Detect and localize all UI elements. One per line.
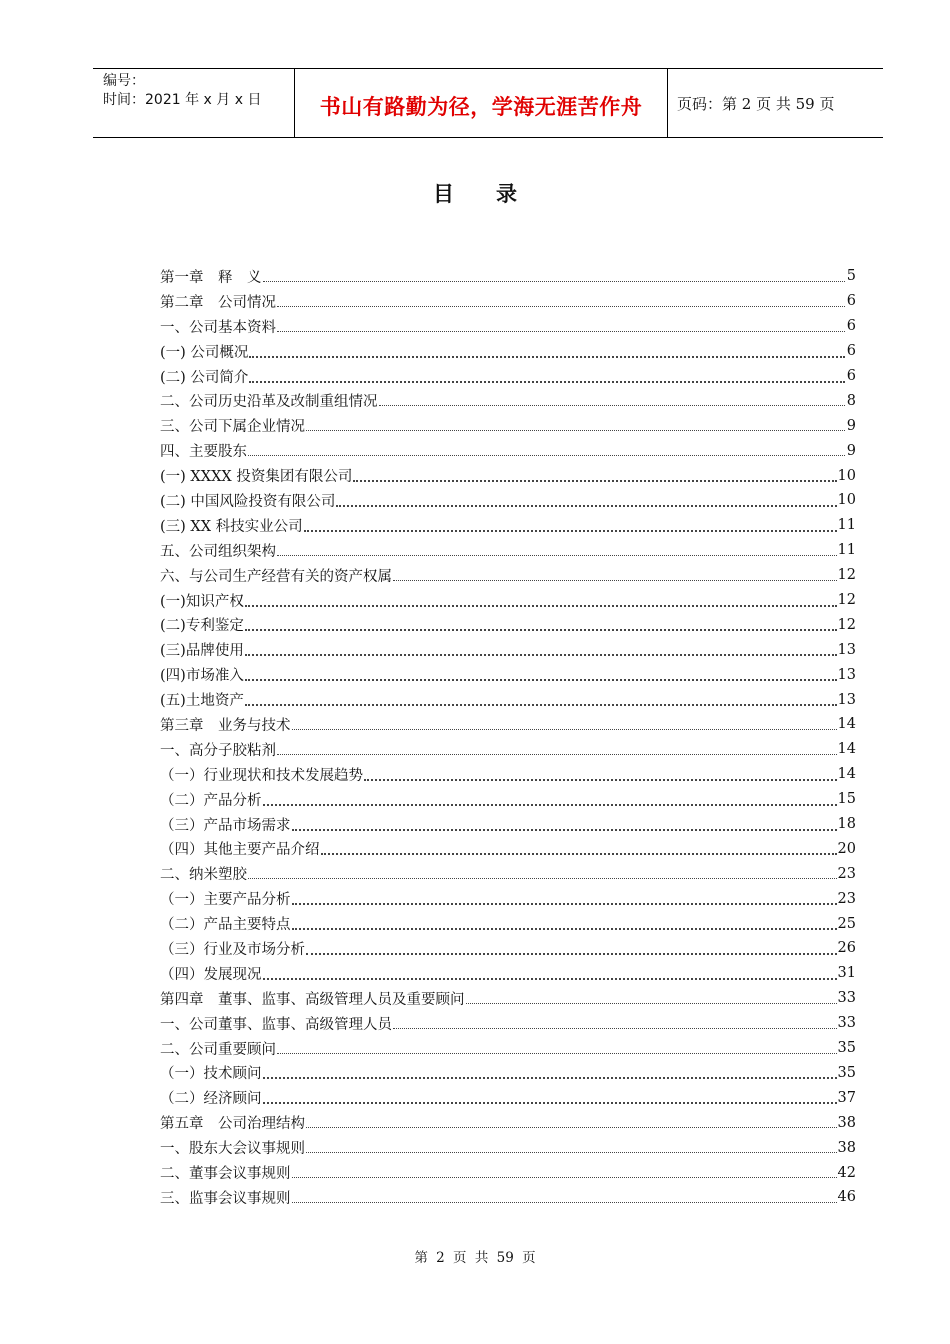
- toc-entry-label: 第二章 公司情况: [160, 294, 276, 311]
- toc-entry-page: 10: [837, 467, 856, 484]
- toc-entry-page: 33: [837, 1015, 856, 1032]
- page-title: 目录: [433, 182, 559, 206]
- toc-entry-label: 二、公司重要顾问: [160, 1041, 276, 1058]
- toc-leader-dots: [306, 1126, 837, 1128]
- toc-entry-label: 二、公司历史沿革及改制重组情况: [160, 394, 378, 411]
- toc-leader-dots: [292, 1176, 837, 1178]
- toc-entry[interactable]: [160, 289, 856, 314]
- toc-entry[interactable]: [160, 538, 856, 563]
- toc-entry-page: 11: [837, 517, 856, 534]
- toc-entry-label: 第五章 公司治理结构: [160, 1116, 305, 1133]
- toc-entry-label: （一）技术顾问: [160, 1066, 262, 1083]
- toc-entry[interactable]: [160, 264, 856, 289]
- toc-entry-page: 13: [837, 691, 856, 708]
- toc-leader-dots: [304, 528, 837, 532]
- toc-entry-page: 6: [846, 343, 856, 360]
- toc-leader-dots: [466, 1002, 837, 1004]
- toc-leader-dots: [248, 454, 845, 456]
- toc-entry-label: （二）经济顾问: [160, 1091, 262, 1108]
- header-page-number: 页码：第 2 页 共 59 页: [677, 95, 835, 113]
- toc-leader-dots: [277, 305, 845, 307]
- toc-leader-dots: [245, 702, 837, 706]
- page-footer: 第 2 页 共 59 页: [414, 1250, 536, 1266]
- toc-entry-page: 12: [837, 592, 856, 609]
- toc-entry[interactable]: [160, 513, 856, 538]
- toc-entry-page: 37: [837, 1089, 856, 1106]
- toc-entry-page: 35: [837, 1064, 856, 1081]
- toc-entry-page: 38: [837, 1114, 856, 1131]
- toc-entry-page: 20: [837, 840, 856, 857]
- toc-entry-label: 一、公司基本资料: [160, 319, 276, 336]
- toc-entry[interactable]: [160, 836, 856, 861]
- toc-entry-label: 六、与公司生产经营有关的资产权属: [160, 568, 392, 585]
- toc-entry-page: 38: [837, 1139, 856, 1156]
- toc-leader-dots: [393, 1027, 837, 1029]
- toc-entry-page: 25: [837, 915, 856, 932]
- toc-entry-page: 12: [837, 616, 856, 633]
- toc-leader-dots: [263, 280, 846, 282]
- toc-leader-dots: [292, 1201, 837, 1203]
- toc-entry-page: 14: [837, 766, 856, 783]
- toc-entry-label: 第四章 董事、监事、高级管理人员及重要顾问: [160, 991, 465, 1008]
- toc-entry[interactable]: [160, 762, 856, 787]
- toc-entry-label: 一、股东大会议事规则: [160, 1141, 305, 1158]
- toc-entry[interactable]: [160, 986, 856, 1011]
- toc-leader-dots: [364, 777, 837, 781]
- toc-entry-label: (五)土地资产: [160, 693, 244, 710]
- toc-entry-label: (一)知识产权: [160, 593, 244, 610]
- toc-entry[interactable]: [160, 438, 856, 463]
- page-header: [93, 68, 883, 138]
- toc-entry[interactable]: [160, 1160, 856, 1185]
- toc-entry-page: 23: [837, 890, 856, 907]
- toc-entry[interactable]: [160, 961, 856, 986]
- toc-entry[interactable]: [160, 737, 856, 762]
- toc-leader-dots: [248, 877, 837, 879]
- toc-entry[interactable]: [160, 612, 856, 637]
- toc-leader-dots: [277, 1052, 837, 1054]
- toc-entry[interactable]: [160, 1085, 856, 1110]
- header-motto: 书山有路勤为径，学海无涯苦作舟: [319, 95, 643, 119]
- toc-entry-page: 26: [837, 940, 856, 957]
- toc-leader-dots: [249, 379, 845, 383]
- toc-leader-dots: [336, 503, 836, 507]
- toc-entry[interactable]: [160, 637, 856, 662]
- toc-entry-page: 42: [837, 1164, 856, 1181]
- toc-entry[interactable]: [160, 563, 856, 588]
- toc-entry-label: 四、主要股东: [160, 444, 247, 461]
- toc-entry-label: (一) XXXX 投资集团有限公司: [160, 469, 353, 486]
- toc-entry-page: 14: [837, 741, 856, 758]
- toc-entry-label: （二）产品主要特点: [160, 917, 291, 934]
- toc-entry-label: 五、公司组织架构: [160, 543, 276, 560]
- header-meta: [93, 69, 295, 137]
- toc-entry-page: 31: [837, 965, 856, 982]
- toc-entry-page: 33: [837, 990, 856, 1007]
- toc-entry-label: (三) XX 科技实业公司: [160, 518, 303, 535]
- toc-entry-label: (二) 公司简介: [160, 369, 249, 386]
- toc-leader-dots: [379, 404, 846, 406]
- toc-entry[interactable]: [160, 314, 856, 339]
- toc-leader-dots: [245, 652, 837, 656]
- toc-entry-page: 15: [837, 791, 856, 808]
- toc-entry[interactable]: [160, 861, 856, 886]
- toc-leader-dots: [292, 926, 837, 930]
- toc-entry-label: 第一章 释 义: [160, 269, 262, 286]
- toc-entry[interactable]: [160, 339, 856, 364]
- toc-entry-label: 三、监事会议事规则: [160, 1190, 291, 1207]
- toc-leader-dots: [353, 478, 836, 482]
- toc-entry-page: 10: [837, 492, 856, 509]
- toc-leader-dots: [277, 753, 837, 755]
- toc-leader-dots: [249, 354, 845, 358]
- toc-leader-dots: [292, 901, 837, 905]
- toc-entry-label: （二）产品分析: [160, 792, 262, 809]
- toc-entry[interactable]: [160, 936, 856, 961]
- toc-leader-dots: [292, 827, 837, 831]
- toc-entry[interactable]: [160, 1036, 856, 1061]
- toc-entry-page: 46: [837, 1189, 856, 1206]
- toc-leader-dots: [245, 627, 837, 631]
- toc-entry-label: 一、公司董事、监事、高级管理人员: [160, 1016, 392, 1033]
- toc-entry-label: (三)品牌使用: [160, 643, 244, 660]
- toc-entry[interactable]: [160, 787, 856, 812]
- toc-leader-dots: [245, 603, 837, 607]
- toc-leader-dots: [306, 951, 837, 955]
- toc-entry[interactable]: [160, 488, 856, 513]
- toc-entry[interactable]: [160, 1135, 856, 1160]
- toc-entry-label: 二、董事会议事规则: [160, 1166, 291, 1182]
- toc-entry-label: （一）行业现状和技术发展趋势: [160, 767, 363, 784]
- toc-leader-dots: [263, 1075, 837, 1079]
- toc-entry-label: （四）其他主要产品介绍: [160, 842, 320, 859]
- toc-entry-label: 三、公司下属企业情况: [160, 419, 305, 436]
- toc-leader-dots: [263, 976, 837, 980]
- toc-entry-page: 12: [837, 567, 856, 584]
- toc-entry[interactable]: [160, 413, 856, 438]
- table-of-contents: [160, 264, 856, 1210]
- toc-entry[interactable]: [160, 463, 856, 488]
- toc-entry[interactable]: [160, 712, 856, 737]
- toc-entry-page: 13: [837, 666, 856, 683]
- toc-leader-dots: [306, 1151, 837, 1153]
- toc-leader-dots: [245, 677, 837, 681]
- toc-entry-page: 11: [837, 542, 856, 559]
- toc-entry-page: 5: [846, 268, 856, 285]
- header-page-cell: [669, 69, 883, 137]
- toc-entry-label: （一）主要产品分析: [160, 892, 291, 909]
- toc-entry-page: 23: [837, 865, 856, 882]
- toc-entry-page: 6: [846, 368, 856, 384]
- header-motto-cell: [295, 69, 668, 137]
- date-label: 时间：2021 年 x 月 x 日: [103, 92, 262, 108]
- toc-entry[interactable]: [160, 1061, 856, 1086]
- toc-entry[interactable]: [160, 364, 856, 389]
- toc-entry[interactable]: [160, 687, 856, 712]
- toc-entry-page: 13: [837, 641, 856, 658]
- toc-entry[interactable]: [160, 662, 856, 687]
- toc-entry[interactable]: [160, 1185, 856, 1210]
- toc-entry-label: 二、纳米塑胶: [160, 867, 247, 884]
- toc-entry-page: 9: [846, 442, 856, 459]
- toc-entry-page: 9: [846, 417, 856, 434]
- toc-entry-page: 8: [846, 392, 856, 409]
- toc-entry-label: 一、高分子胶粘剂: [160, 742, 276, 759]
- toc-entry-label: （三）产品市场需求: [160, 817, 291, 834]
- toc-entry-label: 第三章 业务与技术: [160, 717, 291, 734]
- toc-entry-label: (四)市场准入: [160, 668, 244, 685]
- toc-leader-dots: [292, 728, 837, 730]
- toc-entry[interactable]: [160, 388, 856, 413]
- toc-leader-dots: [306, 429, 845, 431]
- toc-entry[interactable]: [160, 886, 856, 911]
- toc-entry-label: (一) 公司概况: [160, 344, 249, 361]
- toc-leader-dots: [277, 554, 837, 556]
- toc-leader-dots: [263, 802, 837, 806]
- toc-leader-dots: [393, 579, 837, 581]
- toc-entry-page: 6: [846, 293, 856, 310]
- toc-leader-dots: [321, 851, 837, 855]
- toc-entry[interactable]: [160, 588, 856, 613]
- toc-leader-dots: [277, 330, 845, 332]
- toc-entry[interactable]: [160, 812, 856, 837]
- toc-entry-page: 35: [837, 1040, 856, 1057]
- toc-entry[interactable]: [160, 1110, 856, 1135]
- toc-entry-label: （三）行业及市场分析: [160, 941, 305, 958]
- toc-entry-label: （四）发展现况: [160, 966, 262, 983]
- toc-entry[interactable]: [160, 1011, 856, 1036]
- serial-number-label: 编号：: [103, 73, 145, 89]
- toc-entry-label: (二) 中国风险投资有限公司: [160, 493, 336, 510]
- toc-entry-label: (二)专利鉴定: [160, 618, 244, 635]
- toc-entry-page: 6: [846, 318, 856, 335]
- toc-entry[interactable]: [160, 911, 856, 936]
- toc-entry-page: 18: [837, 816, 856, 833]
- toc-entry-page: 14: [837, 716, 856, 733]
- toc-leader-dots: [263, 1100, 837, 1104]
